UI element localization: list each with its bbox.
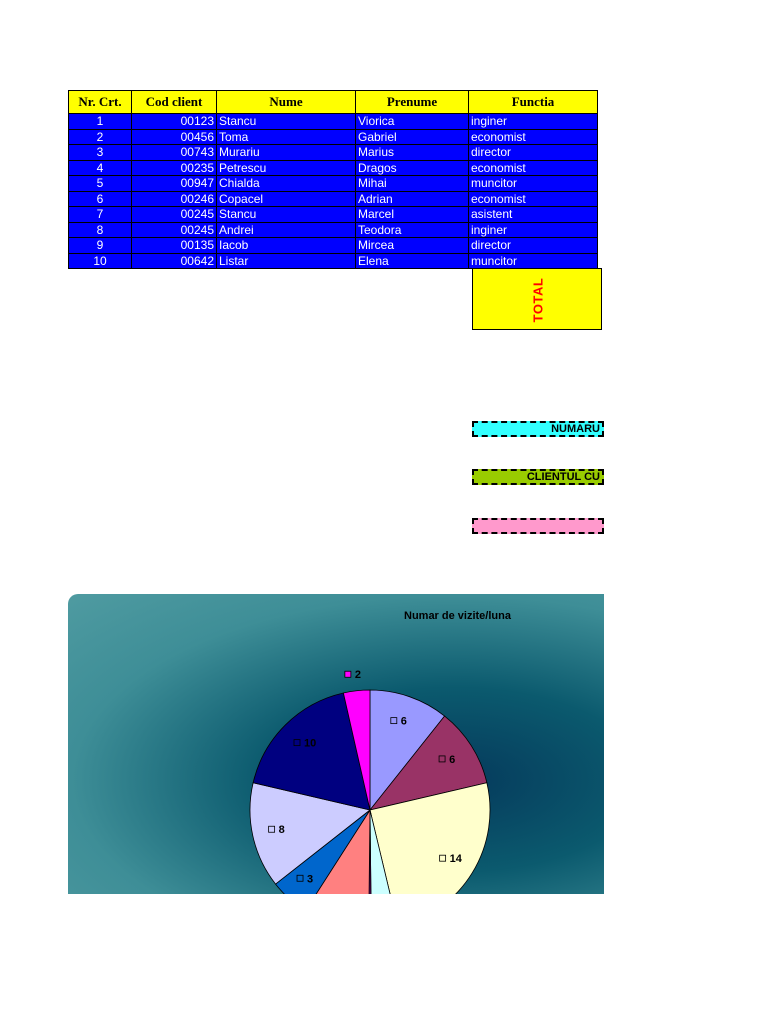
cell-functia: economist [469,191,598,207]
pie-label-text: 3 [307,873,314,886]
cell-nr: 1 [69,114,132,130]
legend-key-icon [440,855,446,861]
table-row [69,207,598,223]
pie-label-text: 8 [278,824,285,837]
header-functia: Functia [469,91,598,114]
pie-label-text: 6 [400,715,407,728]
cell-prenume: Adrian [356,191,469,207]
legend-key-icon [439,756,445,762]
cell-functia: muncitor [469,253,598,269]
cell-cod-client: 00123 [132,114,217,130]
cell-prenume: Marcel [356,207,469,223]
cell-nr: 9 [69,238,132,254]
cell-nr: 8 [69,222,132,238]
legend-key-icon [345,671,351,677]
cell-cod-client: 00235 [132,160,217,176]
table-row [69,222,598,238]
cell-functia: asistent [469,207,598,223]
table-header-row [69,91,598,114]
header-nr-crt: Nr. Crt. [69,91,132,114]
table-row [69,176,598,192]
cell-prenume: Mircea [356,238,469,254]
cell-functia: director [469,145,598,161]
cell-nume: Toma [217,129,356,145]
cell-nr: 5 [69,176,132,192]
cell-nr: 4 [69,160,132,176]
table-row [69,129,598,145]
cell-nr: 3 [69,145,132,161]
cell-cod-client: 00456 [132,129,217,145]
pie-chart [68,594,604,894]
header-prenume: Prenume [356,91,469,114]
clients-table [68,90,598,269]
cell-nume: Andrei [217,222,356,238]
cell-nume: Murariu [217,145,356,161]
legend-key-icon [391,718,397,724]
total-cell [472,268,602,330]
header-cod-client: Cod client [132,91,217,114]
cell-cod-client: 00135 [132,238,217,254]
cell-functia: economist [469,129,598,145]
cell-functia: economist [469,160,598,176]
cell-prenume: Dragos [356,160,469,176]
cell-prenume: Gabriel [356,129,469,145]
table-row [69,191,598,207]
pink-box [472,518,604,534]
cell-nume: Petrescu [217,160,356,176]
cell-nr: 10 [69,253,132,269]
cell-prenume: Marius [356,145,469,161]
table-row [69,114,598,130]
cell-nume: Iacob [217,238,356,254]
cell-functia: muncitor [469,176,598,192]
cell-prenume: Elena [356,253,469,269]
cell-nr: 7 [69,207,132,223]
table-row [69,145,598,161]
legend-key-icon [269,826,275,832]
pie-data-label [345,669,361,681]
cell-cod-client: 00245 [132,207,217,223]
table-row [69,160,598,176]
legend-key-icon [297,875,303,881]
cell-nume: Stancu [217,207,356,223]
table-row [69,253,598,269]
pie-label-text: 6 [449,753,456,766]
header-nume: Nume [217,91,356,114]
cell-cod-client: 00743 [132,145,217,161]
cell-nr: 6 [69,191,132,207]
cell-functia: inginer [469,114,598,130]
cell-cod-client: 00642 [132,253,217,269]
cell-nume: Copacel [217,191,356,207]
cell-nume: Stancu [217,114,356,130]
pie-label-text: 14 [449,853,462,866]
cell-prenume: Viorica [356,114,469,130]
clientul-box: CLIENTUL CU [472,469,604,485]
cell-nume: Listar [217,253,356,269]
chart-title: Numar de vizite/luna [404,610,511,622]
cell-prenume: Mihai [356,176,469,192]
numar-box: NUMARU [472,421,604,437]
total-label: TOTAL [530,277,546,323]
pie-label-text: 2 [354,669,361,682]
cell-functia: director [469,238,598,254]
table-row [69,238,598,254]
chart-area [68,594,604,894]
legend-key-icon [294,740,300,746]
cell-cod-client: 00947 [132,176,217,192]
cell-nr: 2 [69,129,132,145]
cell-cod-client: 00246 [132,191,217,207]
cell-nume: Chialda [217,176,356,192]
pie-label-text: 10 [304,737,317,750]
cell-cod-client: 00245 [132,222,217,238]
cell-prenume: Teodora [356,222,469,238]
cell-functia: inginer [469,222,598,238]
